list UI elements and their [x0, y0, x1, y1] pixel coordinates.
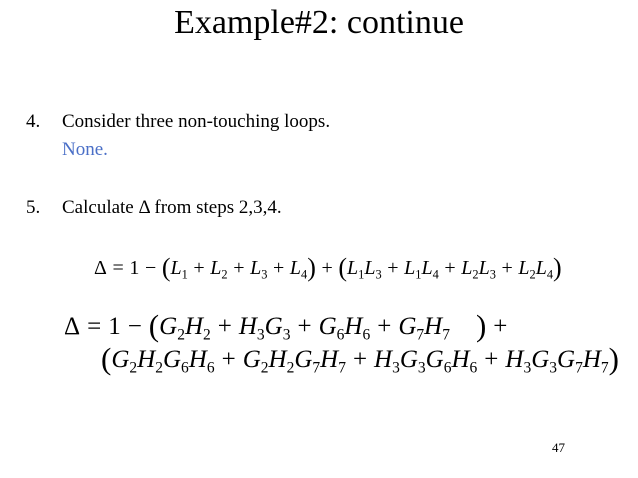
slide-title: Example#2: continue [174, 4, 464, 41]
page-number: 47 [552, 440, 565, 455]
step-4 [26, 111, 330, 133]
step-4-number: 4. [26, 111, 41, 132]
step-5-number: 5. [26, 197, 41, 218]
delta-equation-gains-line1: $\Delta = 1 - (G_2H_2 + H_3G_3 + G_6H_6 + G_7H_7$ ) + [64, 308, 508, 344]
step-5 [26, 197, 282, 219]
delta-equation-loops: $\Delta = 1 - (L_1 + L_2 + L_3 + L_4) + (L_1L_3 + L_1L_4 + L_2L_3 + L_2L_4)$ [94, 253, 562, 282]
step-5-text: Calculate Δ from steps 2,3,4. [62, 197, 282, 218]
step-4-result: None. [62, 139, 108, 160]
delta-equation-gains-line2: $(G_2H_2G_6H_6 + G_2H_2G_7H_7 + H_3G_3G_6H_6 + H_3G_3G_7H_7)$ [101, 341, 619, 377]
step-4-text: Consider three non-touching loops. [62, 111, 331, 132]
